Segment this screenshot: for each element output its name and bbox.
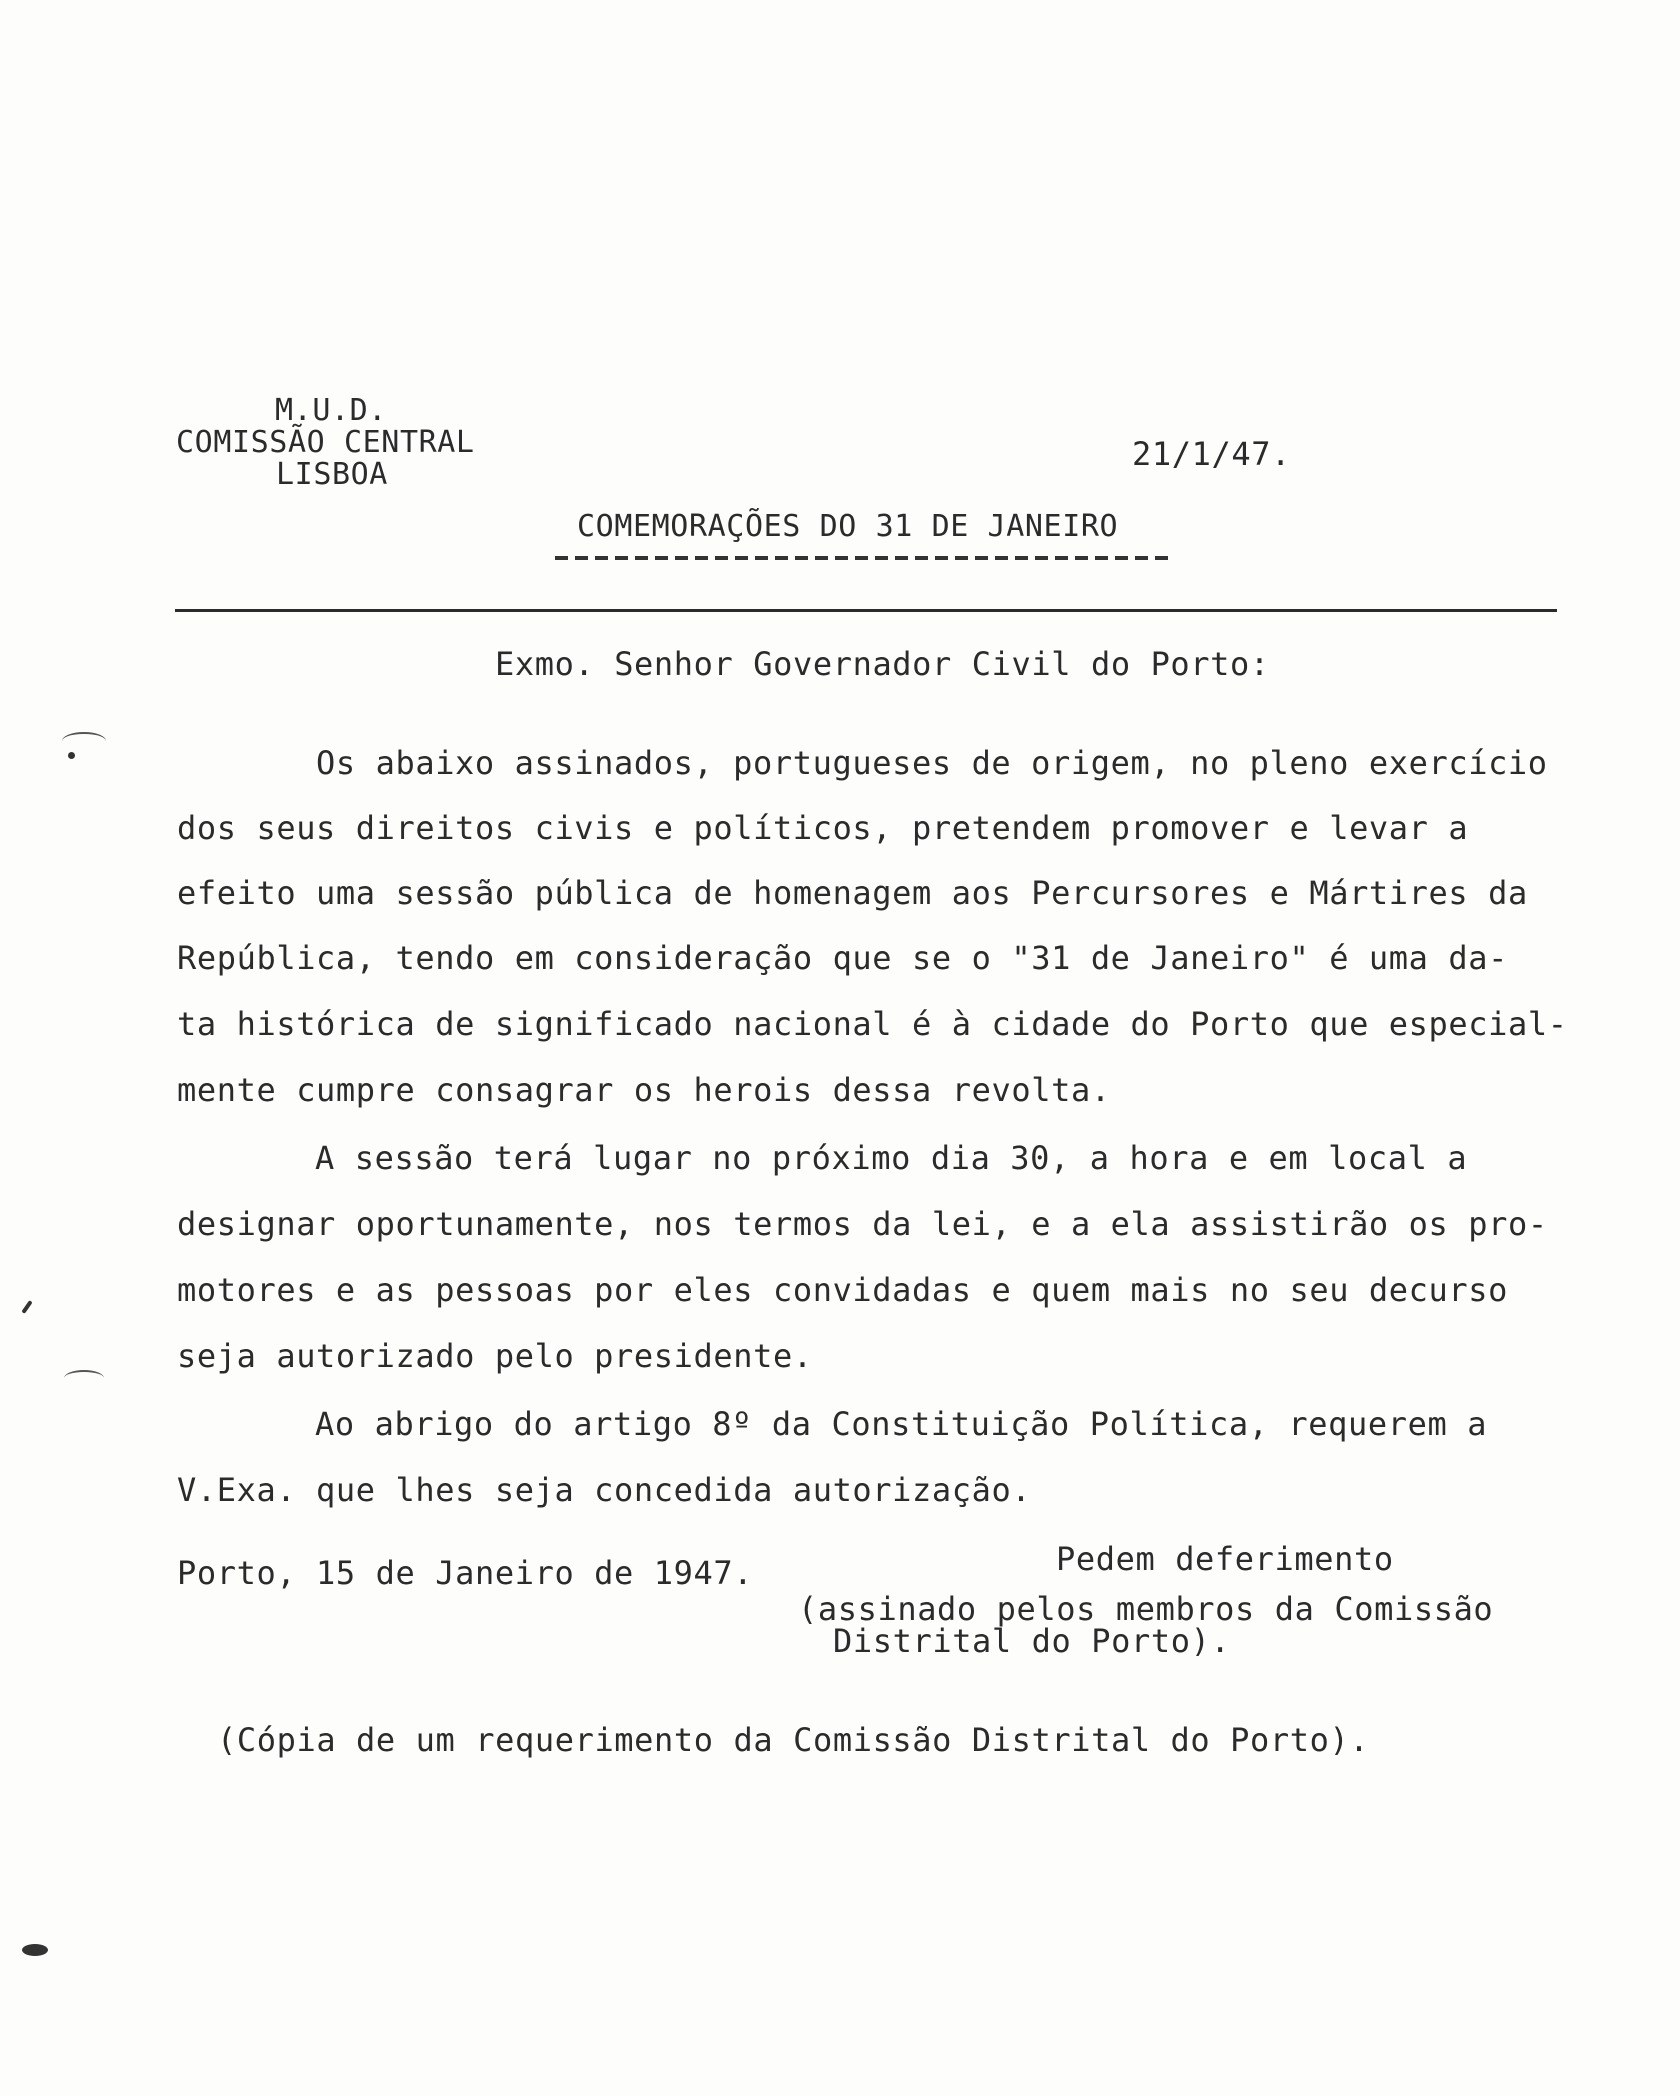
paragraph-2-line: seja autorizado pelo presidente. [177,1337,813,1375]
paragraph-2-line: designar oportunamente, nos termos da lei, e a ela assistirão os pro- [177,1205,1548,1243]
closing-formula: Pedem deferimento [1056,1540,1394,1578]
scan-mark [68,752,75,759]
letterhead-line-1: M.U.D. [275,393,387,428]
paragraph-1-line: Os abaixo assinados, portugueses de origem, no pleno exercício [316,744,1548,782]
paragraph-2-line: motores e as pessoas por eles convidadas e quem mais no seu decurso [177,1271,1508,1309]
paragraph-1-line: ta histórica de significado nacional é à cidade do Porto que especial- [177,1005,1568,1043]
paragraph-1-line: dos seus direitos civis e políticos, pretendem promover e levar a [177,809,1469,847]
paragraph-3-line: V.Exa. que lhes seja concedida autorização. [177,1471,1032,1509]
signature-note-line: Distrital do Porto). [833,1622,1231,1660]
salutation: Exmo. Senhor Governador Civil do Porto: [495,645,1270,683]
paragraph-2-line: A sessão terá lugar no próximo dia 30, a hora e em local a [315,1139,1468,1177]
letterhead-line-3: LISBOA [276,457,388,492]
paragraph-1-line: República, tendo em consideração que se o "31 de Janeiro" é uma da- [177,939,1508,977]
paragraph-1-line: efeito uma sessão pública de homenagem aos Percursores e Mártires da [177,874,1528,912]
title-underline [555,556,1175,560]
scan-mark [64,1370,104,1386]
scan-mark [21,1300,32,1314]
document-date: 21/1/47. [1132,435,1291,473]
paragraph-1-line: mente cumpre consagrar os herois dessa revolta. [177,1071,1111,1109]
horizontal-rule [175,609,1557,612]
scan-mark [22,1944,48,1956]
paragraph-3-line: Ao abrigo do artigo 8º da Constituição Política, requerem a [315,1405,1488,1443]
scan-mark [62,732,106,750]
place-and-date: Porto, 15 de Janeiro de 1947. [177,1554,754,1592]
letterhead-line-2: COMISSÃO CENTRAL [176,425,475,460]
copy-footnote: (Cópia de um requerimento da Comissão Distrital do Porto). [217,1721,1370,1759]
signature-note-line: (assinado pelos membros da Comissão [798,1590,1494,1628]
document-title: COMEMORAÇÕES DO 31 DE JANEIRO [577,509,1119,544]
